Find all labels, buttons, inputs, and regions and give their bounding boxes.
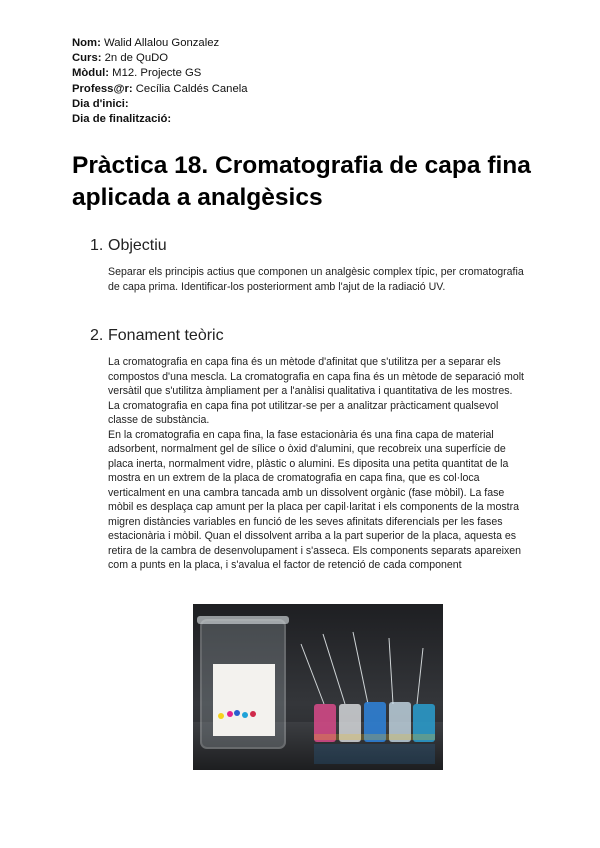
chromatography-photo-drawing xyxy=(193,604,443,770)
start-date-row xyxy=(72,97,248,112)
chromatography-photo xyxy=(193,604,443,770)
document-header xyxy=(72,36,248,127)
end-date-label: Dia de finalització: xyxy=(72,113,172,126)
theory-paragraph-1: La cromatografia en capa fina és un mètode d'afinitat que s'utilitza per a separar els compostos d'una mescla. La cromatografia en capa fina és un mètode de separació molt versàtil que s'utilitza àmpliament per a l'anàlisi qualitativa i quantitativa de les mostres. La cromatografia en capa fina pot utilitzar-se per a analitzar pràcticament qualsevol classe de substància. xyxy=(108,356,525,426)
theory-paragraph-2: En la cromatografia en capa fina, la fase estacionària és una fina capa de material adsorbent, normalment gel de sílice o òxid d'alumini, que recobreix una superfície de placa inerta, normalment vidre, plàstic o alumini. Es diposita una petita quantitat de la mostra en un extrem de la placa de cromatografia en capa fina, que es col·loca verticalment en una cambra tancada amb un dissolvent orgànic (fase mòbil). La fase mòbil es desplaça cap amunt per la placa per capil·laritat i els components de la mostra migren distàncies variables en funció de les seves afinitats diferencials per les fases estacionària i mòbil. Quan el dissolvent arriba a la part superior de la placa, aquesta es retira de la cambra de desenvolupament i s'asseca. Els components separats apareixen com a punts en la placa, i s'avalua el factor de retenció de cada component xyxy=(108,428,522,571)
course-value: 2n de QuDO xyxy=(104,52,169,65)
theory-body xyxy=(108,355,524,573)
course-label: Curs: xyxy=(72,52,102,65)
start-date-label: Dia d'inici: xyxy=(72,97,129,110)
teacher-row xyxy=(72,82,248,97)
section-heading-theory xyxy=(90,327,224,345)
section-number: 1. xyxy=(90,237,104,254)
teacher-label: Profess@r: xyxy=(72,82,133,95)
section-heading-objective xyxy=(90,237,167,255)
section-number: 2. xyxy=(90,327,104,344)
objective-text: Separar els principis actius que componen un analgèsic complex típic, per cromatografia de capa prima. Identificar-los posteriorment amb l'ajut de la radiació UV. xyxy=(108,266,524,293)
module-value: M12. Projecte GS xyxy=(112,67,202,80)
module-label: Mòdul: xyxy=(72,67,110,80)
name-label: Nom: xyxy=(72,37,101,49)
section-title: Fonament teòric xyxy=(108,327,224,344)
objective-paragraph xyxy=(108,265,524,294)
page-title: Pràctica 18. Cromatografia de capa fina aplicada a analgèsics xyxy=(72,152,531,211)
name-value: Walid Allalou Gonzalez xyxy=(104,37,220,49)
module-row xyxy=(72,66,248,81)
course-row xyxy=(72,51,248,66)
end-date-row xyxy=(72,112,248,127)
section-title: Objectiu xyxy=(108,237,167,254)
student-name-row xyxy=(72,36,248,51)
teacher-value: Cecília Caldés Canela xyxy=(135,82,248,95)
